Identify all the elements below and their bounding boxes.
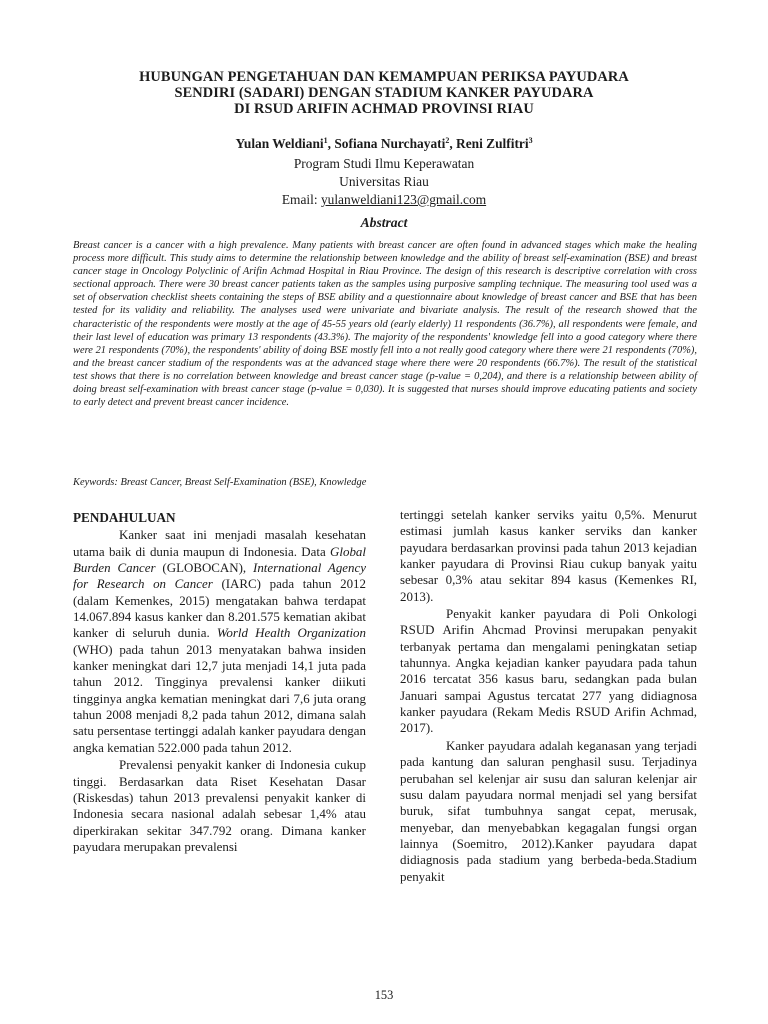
section-heading: PENDAHULUAN (73, 510, 176, 525)
author-list (60, 136, 708, 151)
abstract-text: Breast cancer is a cancer with a high prevalence. Many patients with breast cancer are often found in advanced stages which make the healing process more difficult. This study aims to determine the relationship between knowledge and the ability of breast self-examination (BSE) and breast cancer stage in Oncology Polyclinic of Arifin Achmad Hospital in Riau Province. The design of this research is descriptive correlation with cross sectional approach. There were 30 breast cancer patients taken as the samples using purposive sampling technique. The measuring tool used was a set of observation checklist sheets containing the steps of BSE ability and a questionnaire about knowledge of breast cancer and BSE that has been tested for its validity and reliability. The analyses used were univariate and bivariate analysis. The result of the research showed that the characteristic of the respondents were mostly at the age of 45-55 years old (early elderly) 11 respondents (36.7%), all respondents were female, and their last level of education was primary 13 respondents (43.3%). The majority of the respondents' knowledge fell into a good category where there were 21 respondents (70%), the respondents' ability of doing BSE mostly fell into a not really good category where there were 21 respondents (70%), and the breast cancer stadium of the respondents was at the advanced stage where there were 20 respondents (66.7%). The result of the statistical test shows that there is no correlation between knowledge and breast cancer stage (p-value = 0,204), and there is a relationship between ability of doing breast self-examination with breast cancer stage (p-value = 0,030). It is suggested that nurses should improve educating patients and society to early detect and prevent breast cancer incidence. (73, 240, 697, 409)
body-text: (IARC) pada tahun 2012 (dalam Kemenkes, 2015) mengatakan bahwa terdapat 14.067.894 kasus kanker dan 8.201.575 kematian akibat kanker di seluruh dunia. (73, 576, 366, 641)
author-separator: , (449, 136, 457, 151)
abstract-heading: Abstract (360, 215, 408, 230)
body-paragraph: tertinggi setelah kanker serviks yaitu 0,5%. Menurut estimasi jumlah kasus kanker serviks dan kanker payudara berdasarkan provinsi pada tahun 2013 kejadian kanker payudara di Provinsi Riau cukup banyak yaitu sebesar 0,3% atau sekitar 894 kasus (Kemenkes RI, 2013). (400, 507, 697, 604)
author-separator: , (327, 136, 335, 151)
author-affiliation-marker: 2 (445, 136, 450, 145)
paper-title (60, 69, 708, 117)
page-number: 153 (374, 988, 394, 1002)
body-text-italic: World Health Organization (216, 625, 366, 641)
body-text: Kanker saat ini menjadi masalah kesehatan utama baik di dunia maupun di Indonesia. Data (73, 527, 366, 559)
body-paragraph: Prevalensi penyakit kanker di Indonesia cukup tinggi. Berdasarkan data Riset Kesehatan Dasar (Riskesdas) tahun 2013 prevalensi penyakit kanker di Indonesia secara nasional adalah sebesar 1,4% atau diperkirakan sekitar 347.792 orang. Dimana kanker payudara merupakan prevalensi (73, 757, 366, 854)
author-name: Yulan Weldiani (235, 136, 324, 151)
email-link[interactable]: yulanweldiani123@gmail.com (320, 192, 487, 207)
body-paragraph: Penyakit kanker payudara di Poli Onkologi RSUD Arifin Ahcmad Provinsi merupakan penyakit terbanyak pertama dan mengalami peningkatan setiap tahunnya. Angka kejadian kanker payudara pada tahun 2016 tercatat 356 kasus baru, sedangkan pada bulan Januari sampai Agustus tercatat 277 yang didiagnosa kanker payudara (Rekam Medis RSUD Arifin Achmad, 2017). (400, 606, 697, 736)
affiliation-program: Program Studi Ilmu Keperawatan (293, 156, 475, 171)
email-label: Email: (281, 192, 321, 207)
body-text-italic: Global Burden Cancer (73, 543, 366, 576)
title-line-1: HUBUNGAN PENGETAHUAN DAN KEMAMPUAN PERIKSA PAYUDARA (139, 69, 629, 85)
author-affiliation-marker: 1 (323, 136, 328, 145)
author-affiliation-marker: 3 (528, 136, 533, 145)
author-name: Sofiana Nurchayati (334, 136, 446, 151)
affiliation-university: Universitas Riau (339, 174, 429, 189)
body-paragraph (73, 527, 366, 756)
body-column-left (73, 510, 366, 855)
body-text: (WHO) pada tahun 2013 menyatakan bahwa insiden kanker meningkat dari 12,7 juta menjadi 14,1 juta pada tahun 2012. Tingginya prevalensi kanker diikuti tingginya angka kematian meningkat dari 7,6 juta orang tahun 2008 menjadi 8,2 pada tahun 2012, dimana salah satu persentase tertinggi adalah kanker payudara dengan angka kematian 522.000 pada tahun 2012. (73, 641, 366, 755)
body-paragraph: Kanker payudara adalah keganasan yang terjadi pada kantung dan saluran penghasil susu. Terjadinya perubahan sel kelenjar air susu dan saluran kelenjar air susu dalam payudara normal menjadi sel yang bersifat buruk, sifat tumbuhnya sangat cepat, merusak, menyebar, dan menyebabkan kegagalan fungsi organ lainnya (Soemitro, 2012).Kanker payudara dapat didiagnosis pada stadium yang berbeda-beda.Stadium penyakit (400, 737, 697, 884)
body-text-italic: International Agency for Research on Cancer (73, 560, 367, 592)
body-text: (GLOBOCAN), (155, 560, 254, 576)
affiliation-block (60, 155, 708, 209)
body-column-right (400, 507, 697, 885)
affiliation-email-line (60, 191, 708, 209)
title-line-3: DI RSUD ARIFIN ACHMAD PROVINSI RIAU (234, 101, 534, 117)
title-line-2: SENDIRI (SADARI) DENGAN STADIUM KANKER PAYUDARA (174, 85, 594, 101)
keywords: Keywords: Breast Cancer, Breast Self-Examination (BSE), Knowledge (73, 477, 367, 488)
author-name: Reni Zulfitri (456, 136, 529, 151)
